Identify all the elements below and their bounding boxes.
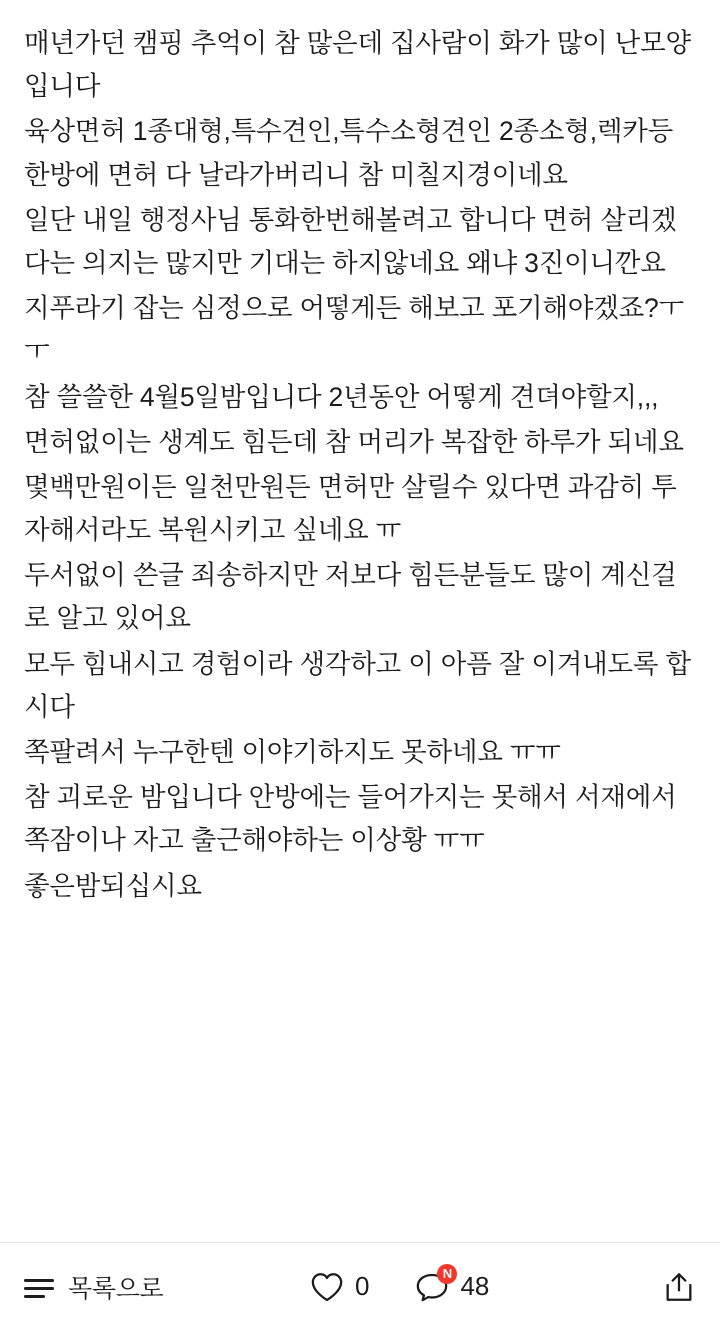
comment-button[interactable] [415, 1265, 490, 1304]
stats-group [163, 1265, 636, 1304]
post-paragraph: 지푸라기 잡는 심정으로 어떻게든 해보고 포기해야겠죠?ㅜㅜ [24, 293, 684, 367]
back-to-list-button[interactable] [24, 1269, 163, 1305]
post-paragraph: 좋은밤되십시요 [24, 870, 202, 901]
list-icon [24, 1276, 54, 1298]
share-icon [662, 1270, 696, 1304]
post-action-bar [0, 1242, 720, 1330]
post-paragraph: 쪽팔려서 누구한텐 이야기하지도 못하네요 ㅠㅠ [24, 737, 561, 767]
post-paragraph: 두서없이 쓴글 죄송하지만 저보다 힘든분들도 많이 계신걸로 알고 있어요 [24, 560, 677, 634]
like-count: 0 [355, 1271, 370, 1301]
share-button[interactable] [636, 1270, 696, 1304]
back-to-list-label: 목록으로 [68, 1274, 164, 1303]
post-paragraph: 참 쓸쓸한 4월5일밤입니다 2년동안 어떻게 견뎌야할지,,, [24, 381, 659, 412]
like-button[interactable] [310, 1270, 369, 1304]
post-paragraph: 몇백만원이든 일천만원든 면허만 살릴수 있다면 과감히 투자해서라도 복원시키고 싶네요 ㅠ [24, 471, 677, 546]
comment-count: 48 [460, 1271, 490, 1301]
post-paragraph: 참 괴로운 밤입니다 안방에는 들어가지는 못해서 서재에서 쪽잠이나 자고 출근해야하는 이상황 ㅠㅠ [24, 782, 684, 856]
post-paragraph: 면허없이는 생계도 힘든데 참 머리가 복잡한 하루가 되네요 [24, 426, 684, 457]
heart-icon [310, 1270, 344, 1304]
comment-new-badge: N [437, 1264, 457, 1284]
post-paragraph: 매년가던 캠핑 추억이 참 많은데 집사람이 화가 많이 난모양입니다 [24, 28, 691, 102]
post-paragraph: 모두 힘내시고 경험이라 생각하고 이 아픔 잘 이겨내도록 합시다 [24, 648, 691, 722]
post-paragraph: 일단 내일 행정사님 통화한번해볼려고 합니다 면허 살리겠다는 의지는 많지만 기대는 하지않네요 왜냐 3진이니깐요 [24, 204, 677, 278]
post-paragraph: 육상면허 1종대형,특수견인,특수소형견인 2종소형,렉카등 한방에 면허 다 날라가버리니 참 미칠지경이네요 [24, 116, 681, 190]
comment-icon [415, 1265, 453, 1304]
